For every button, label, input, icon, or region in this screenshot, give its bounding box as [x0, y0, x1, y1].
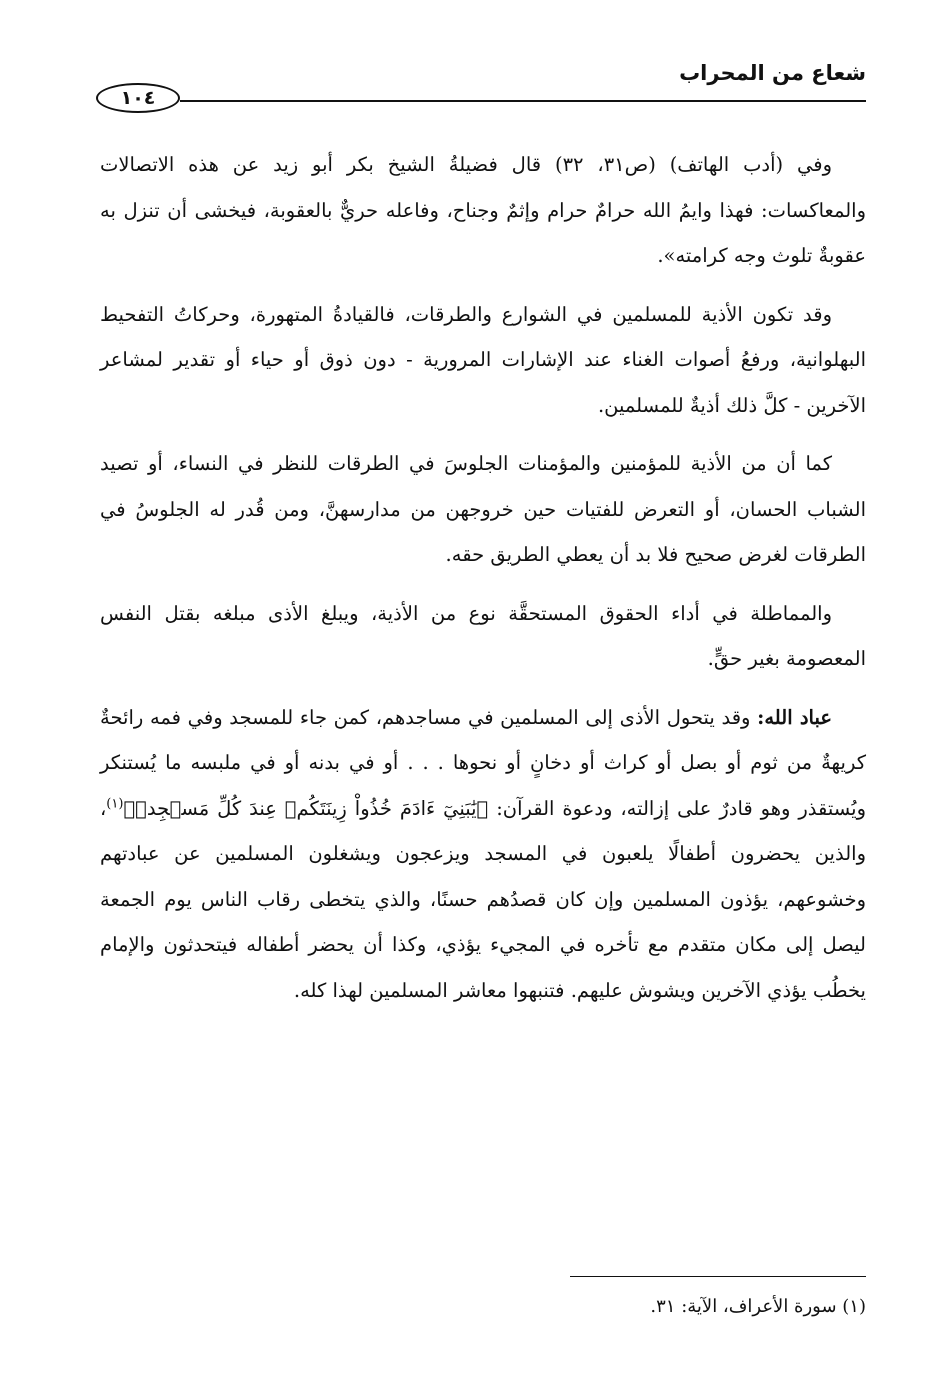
page-number-oval: [96, 83, 180, 113]
paragraph-2: وقد تكون الأذية للمسلمين في الشوارع والطرقات، فالقيادةُ المتهورة، وحركاتُ التفحيط البهلوانية، ورفعُ أصوات الغناء عند الإشارات المرورية - دون ذوق أو حياء أو تقدير لمشاعر الآخرين - كلَّ ذلك أذيةٌ للمسلمين.: [100, 302, 866, 417]
paragraph-3: كما أن من الأذية للمؤمنين والمؤمنات الجلوسَ في الطرقات للنظر في النساء، أو تصيد الشباب الحسان، أو التعرض للفتيات حين خروجهن من مدارسهنَّ، ومن قُدر له الجلوسُ في الطرقات لغرض صحيح فلا بد أن يعطي الطريق حقه.: [100, 452, 866, 566]
page-number: ١٠٤: [120, 87, 156, 109]
address-label: عباد الله:: [757, 705, 832, 729]
footnote-reference: (١): [106, 796, 124, 811]
footnote: (١) سورة الأعراف، الآية: ٣١.: [650, 1296, 866, 1317]
paragraph-5-text-a: وقد يتحول الأذى إلى المسلمين في مساجدهم، كمن جاء للمسجد وفي فمه رائحةٌ كريهةٌ من ثوم أو بصل أو كراث أو دخانٍ أو نحوها . . . أو في بدنه أو في ملبسه ما يُستنكر ويُستقذر وهو قادرٌ على إزالته، ودعوة القرآن:: [100, 705, 866, 820]
header-rule: [180, 100, 866, 102]
body-text: [100, 142, 866, 1026]
paragraph-4: والمماطلة في أداء الحقوق المستحقَّة نوع من الأذية، ويبلغ الأذى مبلغه بقتل النفس المعصومة بغير حقٍّ.: [100, 601, 866, 670]
running-title: شعاع من المحراب: [679, 61, 866, 85]
page-header: [96, 60, 866, 116]
paragraph-1: وفي (أدب الهاتف) (ص٣١، ٣٢) قال فضيلةُ الشيخ بكر أبو زيد عن هذه الاتصالات والمعاكسات: فهذا وايمُ الله حرامٌ حرام وإثمٌ وجناح، وفاعله حريٌّ بالعقوبة، فيخشى أن تنزل به عقوبةٌ تلوث وجه كرامته».: [100, 153, 866, 267]
paragraph-5-text-b: ، والذين يحضرون أطفالًا يلعبون في المسجد ويزعجون ويشغلون المسلمين عن عبادتهم وخشوعهم، يؤذون المسلمين وإن كان قصدُهم حسنًا، والذي يتخطى رقاب الناس يوم الجمعة ليصل إلى مكان متقدم مع تأخره في المجيء يؤذي، وكذا أن يحضر أطفاله فيتحدثون والإمام يخطُب يؤذي الآخرين ويشوش عليهم. فتنبهوا معاشر المسلمين لهذا كله.: [100, 796, 866, 1002]
quran-verse: ﴿يَٰبَنِيٓ ءَادَمَ خُذُواْ زِينَتَكُمۡ عِندَ كُلِّ مَسۡجِدٖ﴾: [123, 796, 489, 820]
footnote-rule: [570, 1276, 866, 1277]
paragraph-5: [100, 695, 866, 1014]
